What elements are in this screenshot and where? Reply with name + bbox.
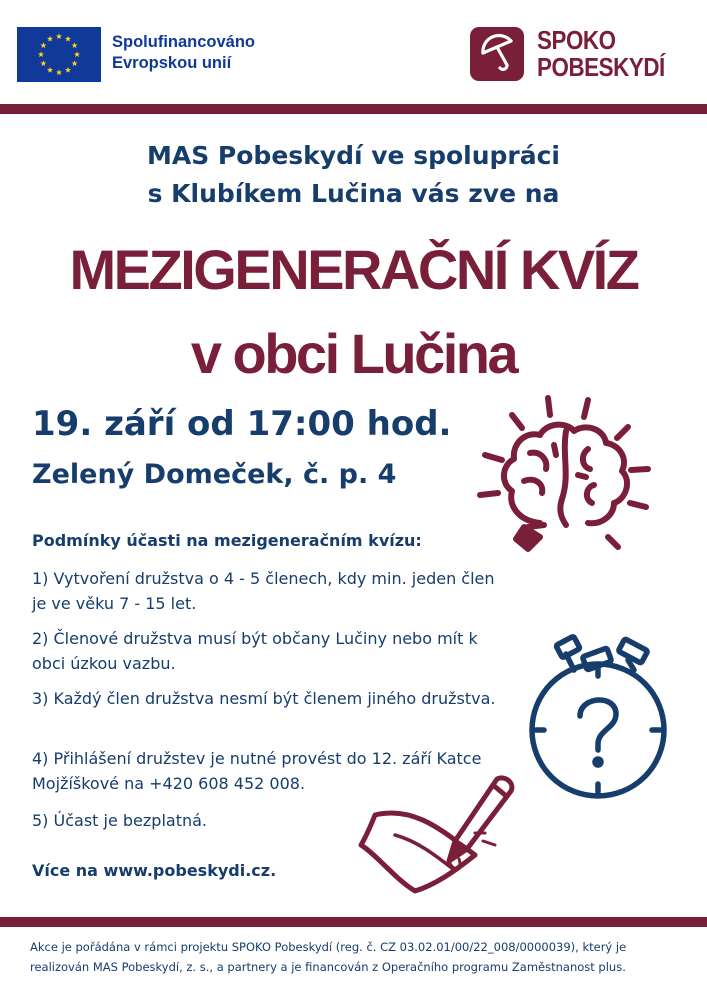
conditions-heading: Podmínky účasti na mezigeneračním kvízu: [32,531,422,550]
website-link[interactable]: Více na www.pobeskydi.cz. [32,861,277,880]
eu-flag-icon [17,27,101,82]
condition-item: 5) Účast je bezplatná. [32,811,207,830]
top-divider [0,104,707,114]
condition-item: 2) Členové družstva musí být občany Lučiny nebo mít k obci úzkou vazbu. [32,629,478,673]
eu-line-2: Evropskou unií [112,54,232,72]
event-place: Zelený Domeček, č. p. 4 [32,459,397,490]
eu-star [56,69,62,75]
eu-star [40,42,46,48]
eu-star [72,42,78,48]
spoko-brand [537,27,665,81]
event-date: 19. září od 17:00 hod. [32,404,452,444]
eu-star [47,36,53,42]
eu-line-1: Spolufinancováno [112,33,256,51]
project-footer: Akce je pořádána v rámci projektu SPOKO Pobeskydí (reg. č. CZ 03.02.01/00/22_008/0000039), který je realizován MAS Pobeskydí, z. s., a partnery a je financován z Operačního programu Zaměstnanost plus. [30,940,627,974]
brand-line-1: SPOKO [537,25,616,55]
umbrella-logo-icon [470,27,524,81]
eu-star [65,36,71,42]
eu-cofinanced-text [112,32,255,74]
eu-star [56,33,62,39]
event-title: MEZIGENERAČNÍ KVÍZ [69,238,638,301]
intro-text [0,137,707,213]
event-subtitle: v obci Lučina [190,322,517,385]
eu-star [47,67,53,73]
brand-line-2: POBESKYDÍ [537,52,665,82]
brain-bulb-icon [470,395,660,564]
condition-item: 3) Každý člen družstva nesmí být členem jiného družstva. [32,689,496,708]
eu-star [72,60,78,66]
bottom-divider [0,917,707,927]
intro-line-1: MAS Pobeskydí ve spolupráci [146,141,560,170]
stopwatch-question-icon [520,630,680,809]
eu-star [65,67,71,73]
condition-item: 4) Přihlášení družstev je nutné provést do 12. září Katce Mojžíškové na +420 608 452 008. [32,749,482,793]
intro-line-2: s Klubíkem Lučina vás zve na [147,179,560,208]
eu-star [40,60,46,66]
eu-star [38,51,44,57]
pencil-paper-icon [355,775,525,904]
condition-item: 1) Vytvoření družstva o 4 - 5 členech, kdy min. jeden člen je ve věku 7 - 15 let. [32,569,495,613]
eu-star [74,51,80,57]
